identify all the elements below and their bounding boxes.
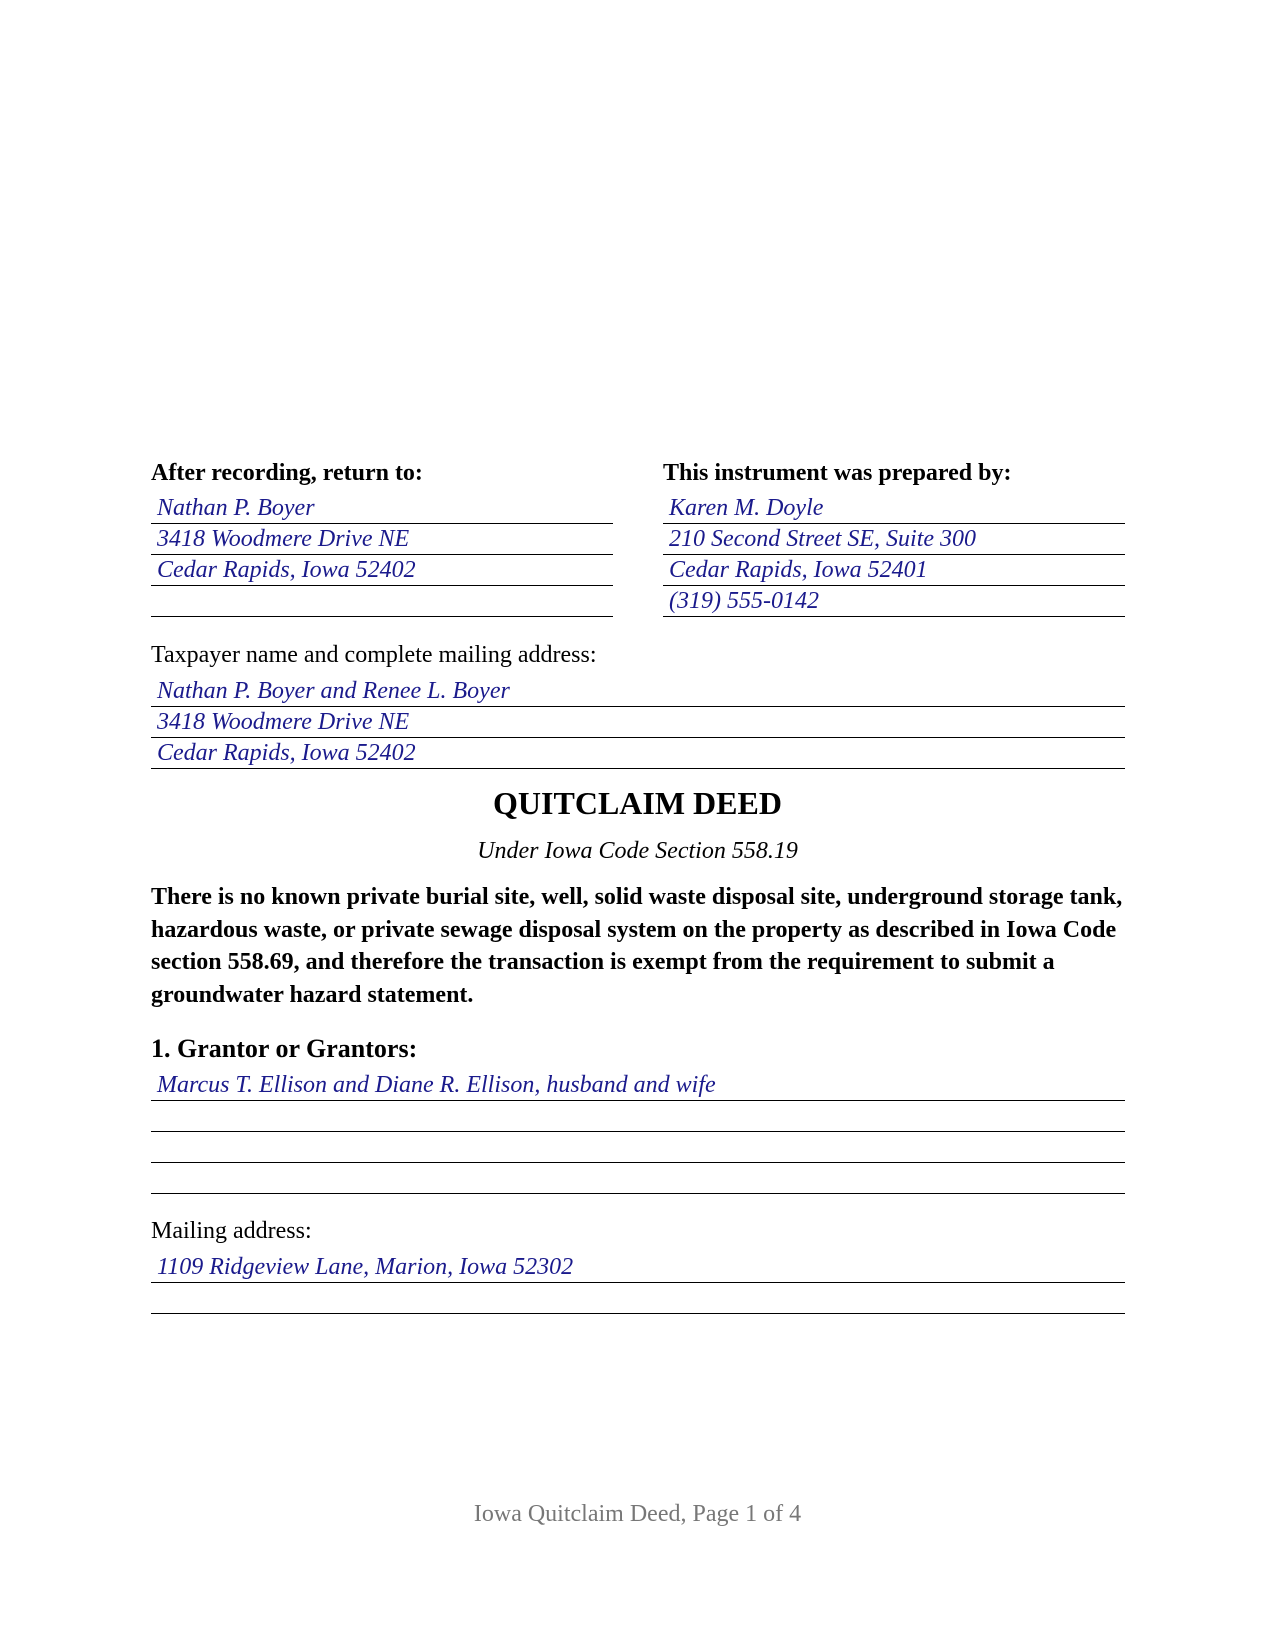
mailing-line-1-field[interactable] bbox=[151, 1253, 1125, 1283]
taxpayer-name: Nathan P. Boyer and Renee L. Boyer bbox=[157, 678, 510, 704]
grantors-heading: 1. Grantor or Grantors: bbox=[151, 1034, 418, 1063]
return-to-name: Nathan P. Boyer bbox=[157, 495, 315, 521]
return-to-extra-field[interactable] bbox=[151, 587, 613, 617]
return-to-city: Cedar Rapids, Iowa 52402 bbox=[157, 557, 416, 583]
taxpayer-street-field[interactable] bbox=[151, 708, 1125, 738]
return-to-street-field[interactable] bbox=[151, 525, 613, 555]
prepared-by-phone: (319) 555-0142 bbox=[669, 588, 819, 614]
mailing-heading: Mailing address: bbox=[151, 1218, 312, 1244]
mailing-line-2-field[interactable] bbox=[151, 1284, 1125, 1314]
prepared-by-street-field[interactable] bbox=[663, 525, 1125, 555]
taxpayer-street: 3418 Woodmere Drive NE bbox=[157, 709, 410, 735]
prepared-by-city: Cedar Rapids, Iowa 52401 bbox=[669, 557, 928, 583]
page-footer: Iowa Quitclaim Deed, Page 1 of 4 bbox=[473, 1501, 802, 1527]
taxpayer-heading: Taxpayer name and complete mailing address: bbox=[151, 642, 597, 668]
taxpayer-name-field[interactable] bbox=[151, 677, 1125, 707]
return-to-city-field[interactable] bbox=[151, 556, 613, 586]
taxpayer-city-field[interactable] bbox=[151, 739, 1125, 769]
grantors-line-3-field[interactable] bbox=[151, 1133, 1125, 1163]
prepared-by-city-field[interactable] bbox=[663, 556, 1125, 586]
mailing-line-1: 1109 Ridgeview Lane, Marion, Iowa 52302 bbox=[157, 1254, 574, 1280]
prepared-by-heading: This instrument was prepared by: bbox=[663, 460, 1012, 486]
return-to-street: 3418 Woodmere Drive NE bbox=[157, 526, 410, 552]
taxpayer-city: Cedar Rapids, Iowa 52402 bbox=[157, 740, 416, 766]
return-to-name-field[interactable] bbox=[151, 494, 613, 524]
prepared-by-name-field[interactable] bbox=[663, 494, 1125, 524]
prepared-by-street: 210 Second Street SE, Suite 300 bbox=[669, 526, 977, 552]
return-to-heading: After recording, return to: bbox=[151, 460, 423, 486]
grantors-line-4-field[interactable] bbox=[151, 1164, 1125, 1194]
deed-title: QUITCLAIM DEED bbox=[493, 785, 782, 821]
grantors-line-1-field[interactable] bbox=[151, 1071, 1125, 1101]
deed-subtitle: Under Iowa Code Section 558.19 bbox=[477, 838, 798, 864]
prepared-by-phone-field[interactable] bbox=[663, 587, 1125, 617]
grantors-line-2-field[interactable] bbox=[151, 1102, 1125, 1132]
prepared-by-name: Karen M. Doyle bbox=[669, 495, 824, 521]
groundwater-notice: There is no known private burial site, well, solid waste disposal site, underground storage tank, hazardous waste, or private sewage disposal system on the property as described in Iowa Code section 558.69, and therefore the transaction is exempt from the requirement to submit a groundwater hazard statement. bbox=[151, 884, 1123, 1008]
grantors-line-1: Marcus T. Ellison and Diane R. Ellison, husband and wife bbox=[157, 1072, 716, 1098]
